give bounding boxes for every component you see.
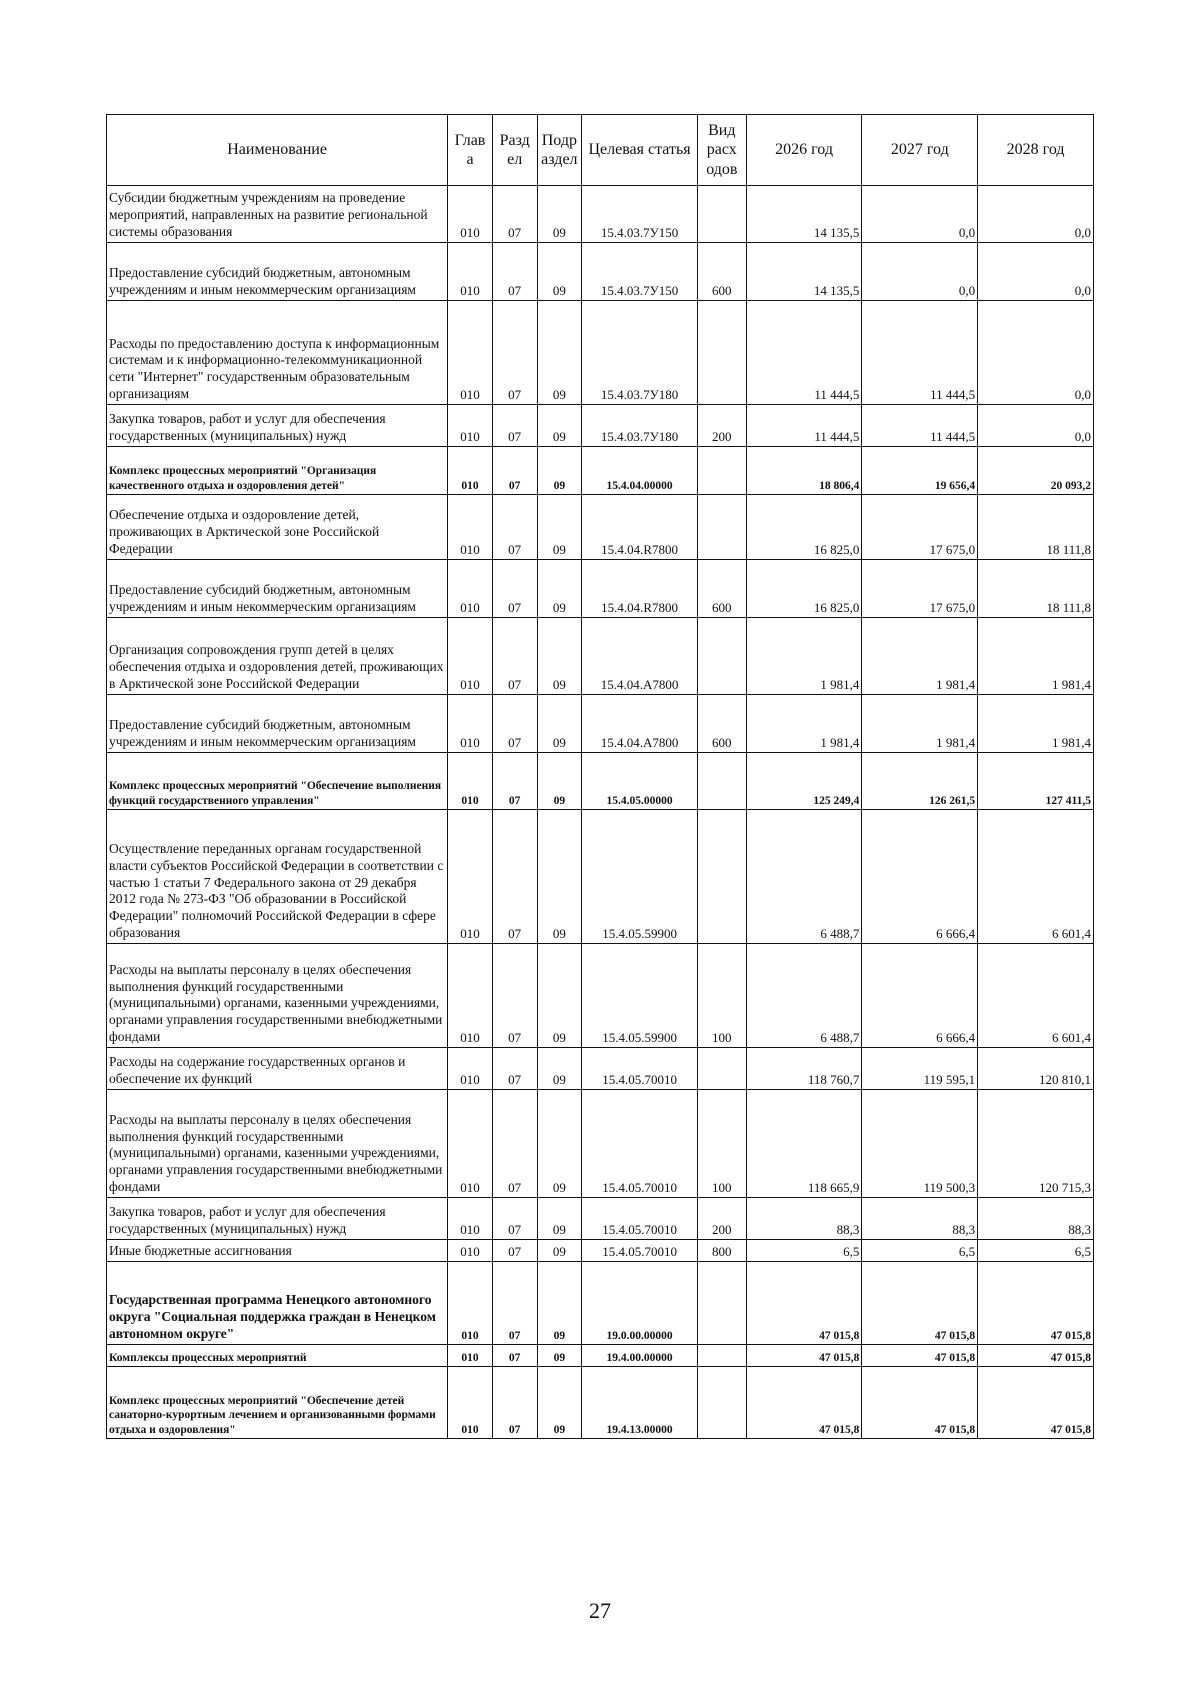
cell-name: Предоставление субсидий бюджетным, автономным учреждениям и иным некоммерческим организациям — [107, 243, 448, 301]
table-row — [107, 753, 1094, 810]
cell-name: Закупка товаров, работ и услуг для обеспечения государственных (муниципальных) нужд — [107, 405, 448, 447]
cell-article: 15.4.05.00000 — [582, 753, 698, 810]
page-number: 27 — [589, 1598, 611, 1623]
cell-podrazdel: 09 — [537, 1262, 582, 1345]
header-razdel: Разд ел — [492, 115, 537, 186]
header-2028: 2028 год — [978, 115, 1094, 186]
cell-2026: 16 825,0 — [746, 495, 862, 560]
cell-2026: 6,5 — [746, 1240, 862, 1262]
cell-name: Расходы на выплаты персоналу в целях обеспечения выполнения функций государственными (муниципальными) органами, казенными учреждениями, органами управления государственными внебюджетными фондами — [107, 944, 448, 1048]
table-row — [107, 695, 1094, 753]
cell-2026: 88,3 — [746, 1198, 862, 1240]
cell-glava: 010 — [448, 186, 493, 243]
cell-name: Расходы на выплаты персоналу в целях обеспечения выполнения функций государственными (муниципальными) органами, казенными учреждениями, органами управления государственными внебюджетными фондами — [107, 1090, 448, 1198]
cell-razdel: 07 — [492, 810, 537, 944]
cell-razdel: 07 — [492, 1090, 537, 1198]
cell-name: Субсидии бюджетным учреждениям на проведение мероприятий, направленных на развитие региональной системы образования — [107, 186, 448, 243]
cell-2027: 126 261,5 — [862, 753, 978, 810]
cell-2027: 19 656,4 — [862, 447, 978, 495]
cell-2027: 119 595,1 — [862, 1048, 978, 1090]
cell-vid: 600 — [697, 243, 746, 301]
table-row — [107, 1048, 1094, 1090]
cell-glava: 010 — [448, 301, 493, 405]
cell-vid — [697, 1048, 746, 1090]
table-row — [107, 495, 1094, 560]
cell-2028: 20 093,2 — [978, 447, 1094, 495]
cell-glava: 010 — [448, 405, 493, 447]
table-row — [107, 447, 1094, 495]
cell-vid — [697, 810, 746, 944]
cell-2028: 127 411,5 — [978, 753, 1094, 810]
cell-article: 15.4.05.59900 — [582, 810, 698, 944]
header-2026: 2026 год — [746, 115, 862, 186]
cell-vid — [697, 753, 746, 810]
cell-article: 15.4.04.А7800 — [582, 695, 698, 753]
cell-podrazdel: 09 — [537, 186, 582, 243]
cell-2026: 14 135,5 — [746, 186, 862, 243]
cell-glava: 010 — [448, 1345, 493, 1367]
cell-2028: 6,5 — [978, 1240, 1094, 1262]
cell-glava: 010 — [448, 1262, 493, 1345]
cell-glava: 010 — [448, 1367, 493, 1439]
cell-razdel: 07 — [492, 301, 537, 405]
cell-vid — [697, 447, 746, 495]
cell-2026: 1 981,4 — [746, 618, 862, 695]
table-row — [107, 944, 1094, 1048]
cell-2028: 18 111,8 — [978, 495, 1094, 560]
cell-2026: 125 249,4 — [746, 753, 862, 810]
table-row — [107, 1262, 1094, 1345]
table-row — [107, 618, 1094, 695]
table-row — [107, 1090, 1094, 1198]
cell-2026: 16 825,0 — [746, 560, 862, 618]
cell-razdel: 07 — [492, 405, 537, 447]
cell-razdel: 07 — [492, 243, 537, 301]
cell-article: 19.4.00.00000 — [582, 1345, 698, 1367]
table-row — [107, 1198, 1094, 1240]
cell-name: Расходы на содержание государственных органов и обеспечение их функций — [107, 1048, 448, 1090]
cell-article: 15.4.03.7У150 — [582, 186, 698, 243]
cell-vid: 800 — [697, 1240, 746, 1262]
cell-vid: 100 — [697, 944, 746, 1048]
cell-razdel: 07 — [492, 1367, 537, 1439]
header-row — [107, 115, 1094, 186]
cell-name: Государственная программа Ненецкого автономного округа "Социальная поддержка граждан в Ненецком автономном округе" — [107, 1262, 448, 1345]
cell-name: Предоставление субсидий бюджетным, автономным учреждениям и иным некоммерческим организациям — [107, 560, 448, 618]
cell-article: 15.4.05.70010 — [582, 1240, 698, 1262]
cell-razdel: 07 — [492, 186, 537, 243]
header-glava: Глав а — [448, 115, 493, 186]
cell-article: 15.4.04.00000 — [582, 447, 698, 495]
cell-podrazdel: 09 — [537, 1240, 582, 1262]
cell-glava: 010 — [448, 560, 493, 618]
cell-2027: 47 015,8 — [862, 1262, 978, 1345]
cell-razdel: 07 — [492, 447, 537, 495]
cell-razdel: 07 — [492, 1262, 537, 1345]
cell-name: Комплекс процессных мероприятий "Обеспечение детей санаторно-курортным лечением и организованными формами отдыха и оздоровления" — [107, 1367, 448, 1439]
cell-glava: 010 — [448, 618, 493, 695]
cell-glava: 010 — [448, 810, 493, 944]
cell-2026: 11 444,5 — [746, 405, 862, 447]
cell-glava: 010 — [448, 1240, 493, 1262]
cell-name: Закупка товаров, работ и услуг для обеспечения государственных (муниципальных) нужд — [107, 1198, 448, 1240]
cell-2028: 88,3 — [978, 1198, 1094, 1240]
table-row — [107, 810, 1094, 944]
cell-2028: 47 015,8 — [978, 1345, 1094, 1367]
cell-podrazdel: 09 — [537, 1198, 582, 1240]
cell-2028: 1 981,4 — [978, 695, 1094, 753]
cell-podrazdel: 09 — [537, 618, 582, 695]
cell-vid — [697, 186, 746, 243]
cell-2028: 18 111,8 — [978, 560, 1094, 618]
cell-glava: 010 — [448, 1198, 493, 1240]
cell-2028: 1 981,4 — [978, 618, 1094, 695]
cell-vid — [697, 1262, 746, 1345]
cell-2027: 6,5 — [862, 1240, 978, 1262]
cell-2028: 120 715,3 — [978, 1090, 1094, 1198]
cell-glava: 010 — [448, 695, 493, 753]
cell-vid: 200 — [697, 1198, 746, 1240]
cell-2027: 119 500,3 — [862, 1090, 978, 1198]
cell-2026: 47 015,8 — [746, 1262, 862, 1345]
cell-glava: 010 — [448, 1048, 493, 1090]
cell-podrazdel: 09 — [537, 1367, 582, 1439]
cell-glava: 010 — [448, 447, 493, 495]
cell-2027: 11 444,5 — [862, 405, 978, 447]
table-row — [107, 1240, 1094, 1262]
cell-2026: 118 665,9 — [746, 1090, 862, 1198]
table-row — [107, 560, 1094, 618]
cell-2026: 118 760,7 — [746, 1048, 862, 1090]
cell-vid — [697, 618, 746, 695]
cell-glava: 010 — [448, 944, 493, 1048]
budget-table — [106, 114, 1094, 1439]
cell-article: 19.4.13.00000 — [582, 1367, 698, 1439]
cell-article: 19.0.00.00000 — [582, 1262, 698, 1345]
cell-podrazdel: 09 — [537, 1090, 582, 1198]
cell-article: 15.4.05.59900 — [582, 944, 698, 1048]
cell-glava: 010 — [448, 1090, 493, 1198]
header-name: Наименование — [107, 115, 448, 186]
cell-podrazdel: 09 — [537, 243, 582, 301]
table-row — [107, 243, 1094, 301]
cell-podrazdel: 09 — [537, 1345, 582, 1367]
cell-2026: 18 806,4 — [746, 447, 862, 495]
cell-razdel: 07 — [492, 1198, 537, 1240]
cell-2027: 17 675,0 — [862, 495, 978, 560]
cell-2027: 47 015,8 — [862, 1345, 978, 1367]
cell-2026: 11 444,5 — [746, 301, 862, 405]
table-row — [107, 301, 1094, 405]
cell-name: Расходы по предоставлению доступа к информационным системам и к информационно-телекоммуникационной сети "Интернет" государственным образовательным организациям — [107, 301, 448, 405]
cell-2027: 6 666,4 — [862, 810, 978, 944]
cell-vid — [697, 495, 746, 560]
cell-2028: 6 601,4 — [978, 944, 1094, 1048]
cell-razdel: 07 — [492, 753, 537, 810]
cell-article: 15.4.03.7У180 — [582, 301, 698, 405]
cell-vid: 200 — [697, 405, 746, 447]
cell-vid — [697, 1367, 746, 1439]
header-podrazdel: Подр аздел — [537, 115, 582, 186]
cell-2027: 0,0 — [862, 186, 978, 243]
cell-name: Комплекс процессных мероприятий "Обеспечение выполнения функций государственного управления" — [107, 753, 448, 810]
cell-2026: 14 135,5 — [746, 243, 862, 301]
cell-2027: 17 675,0 — [862, 560, 978, 618]
cell-article: 15.4.03.7У180 — [582, 405, 698, 447]
cell-vid: 600 — [697, 695, 746, 753]
cell-2027: 6 666,4 — [862, 944, 978, 1048]
cell-razdel: 07 — [492, 944, 537, 1048]
cell-vid — [697, 1345, 746, 1367]
cell-name: Предоставление субсидий бюджетным, автономным учреждениям и иным некоммерческим организациям — [107, 695, 448, 753]
cell-2027: 1 981,4 — [862, 695, 978, 753]
cell-podrazdel: 09 — [537, 944, 582, 1048]
cell-article: 15.4.05.70010 — [582, 1048, 698, 1090]
cell-article: 15.4.04.R7800 — [582, 560, 698, 618]
cell-2026: 6 488,7 — [746, 810, 862, 944]
cell-podrazdel: 09 — [537, 753, 582, 810]
cell-glava: 010 — [448, 495, 493, 560]
cell-article: 15.4.04.А7800 — [582, 618, 698, 695]
table-row — [107, 1345, 1094, 1367]
cell-razdel: 07 — [492, 695, 537, 753]
cell-2028: 120 810,1 — [978, 1048, 1094, 1090]
cell-razdel: 07 — [492, 560, 537, 618]
cell-2026: 47 015,8 — [746, 1345, 862, 1367]
cell-2026: 1 981,4 — [746, 695, 862, 753]
cell-2027: 0,0 — [862, 243, 978, 301]
cell-razdel: 07 — [492, 1048, 537, 1090]
cell-2028: 0,0 — [978, 243, 1094, 301]
cell-2028: 0,0 — [978, 405, 1094, 447]
cell-2028: 6 601,4 — [978, 810, 1094, 944]
cell-2026: 47 015,8 — [746, 1367, 862, 1439]
cell-vid — [697, 301, 746, 405]
cell-name: Организация сопровождения групп детей в целях обеспечения отдыха и оздоровления детей, проживающих в Арктической зоне Российской Федерации — [107, 618, 448, 695]
cell-vid: 100 — [697, 1090, 746, 1198]
table-row — [107, 186, 1094, 243]
cell-name: Иные бюджетные ассигнования — [107, 1240, 448, 1262]
cell-podrazdel: 09 — [537, 405, 582, 447]
header-article: Целевая статья — [582, 115, 698, 186]
cell-podrazdel: 09 — [537, 695, 582, 753]
cell-razdel: 07 — [492, 495, 537, 560]
cell-podrazdel: 09 — [537, 301, 582, 405]
cell-2028: 47 015,8 — [978, 1262, 1094, 1345]
cell-2027: 88,3 — [862, 1198, 978, 1240]
cell-glava: 010 — [448, 243, 493, 301]
cell-2026: 6 488,7 — [746, 944, 862, 1048]
header-2027: 2027 год — [862, 115, 978, 186]
cell-razdel: 07 — [492, 1240, 537, 1262]
cell-name: Комплекс процессных мероприятий "Организация качественного отдыха и оздоровления детей" — [107, 447, 448, 495]
cell-glava: 010 — [448, 753, 493, 810]
cell-name: Обеспечение отдыха и оздоровление детей, проживающих в Арктической зоне Российской Федерации — [107, 495, 448, 560]
cell-2027: 47 015,8 — [862, 1367, 978, 1439]
cell-2028: 0,0 — [978, 301, 1094, 405]
cell-vid: 600 — [697, 560, 746, 618]
cell-2028: 47 015,8 — [978, 1367, 1094, 1439]
cell-article: 15.4.05.70010 — [582, 1198, 698, 1240]
cell-podrazdel: 09 — [537, 1048, 582, 1090]
cell-podrazdel: 09 — [537, 447, 582, 495]
cell-article: 15.4.03.7У150 — [582, 243, 698, 301]
cell-article: 15.4.05.70010 — [582, 1090, 698, 1198]
cell-2027: 11 444,5 — [862, 301, 978, 405]
cell-name: Осуществление переданных органам государственной власти субъектов Российской Федерации в соответствии с частью 1 статьи 7 Федерального закона от 29 декабря 2012 года № 273-ФЗ "Об образовании в Российской Федерации" полномочий Российской Федерации в сфере образования — [107, 810, 448, 944]
table-row — [107, 405, 1094, 447]
header-vid: Вид расх одов — [697, 115, 746, 186]
cell-2028: 0,0 — [978, 186, 1094, 243]
cell-podrazdel: 09 — [537, 495, 582, 560]
cell-podrazdel: 09 — [537, 560, 582, 618]
cell-name: Комплексы процессных мероприятий — [107, 1345, 448, 1367]
table-body — [107, 186, 1094, 1439]
cell-razdel: 07 — [492, 1345, 537, 1367]
cell-podrazdel: 09 — [537, 810, 582, 944]
cell-razdel: 07 — [492, 618, 537, 695]
table-row — [107, 1367, 1094, 1439]
cell-article: 15.4.04.R7800 — [582, 495, 698, 560]
cell-2027: 1 981,4 — [862, 618, 978, 695]
